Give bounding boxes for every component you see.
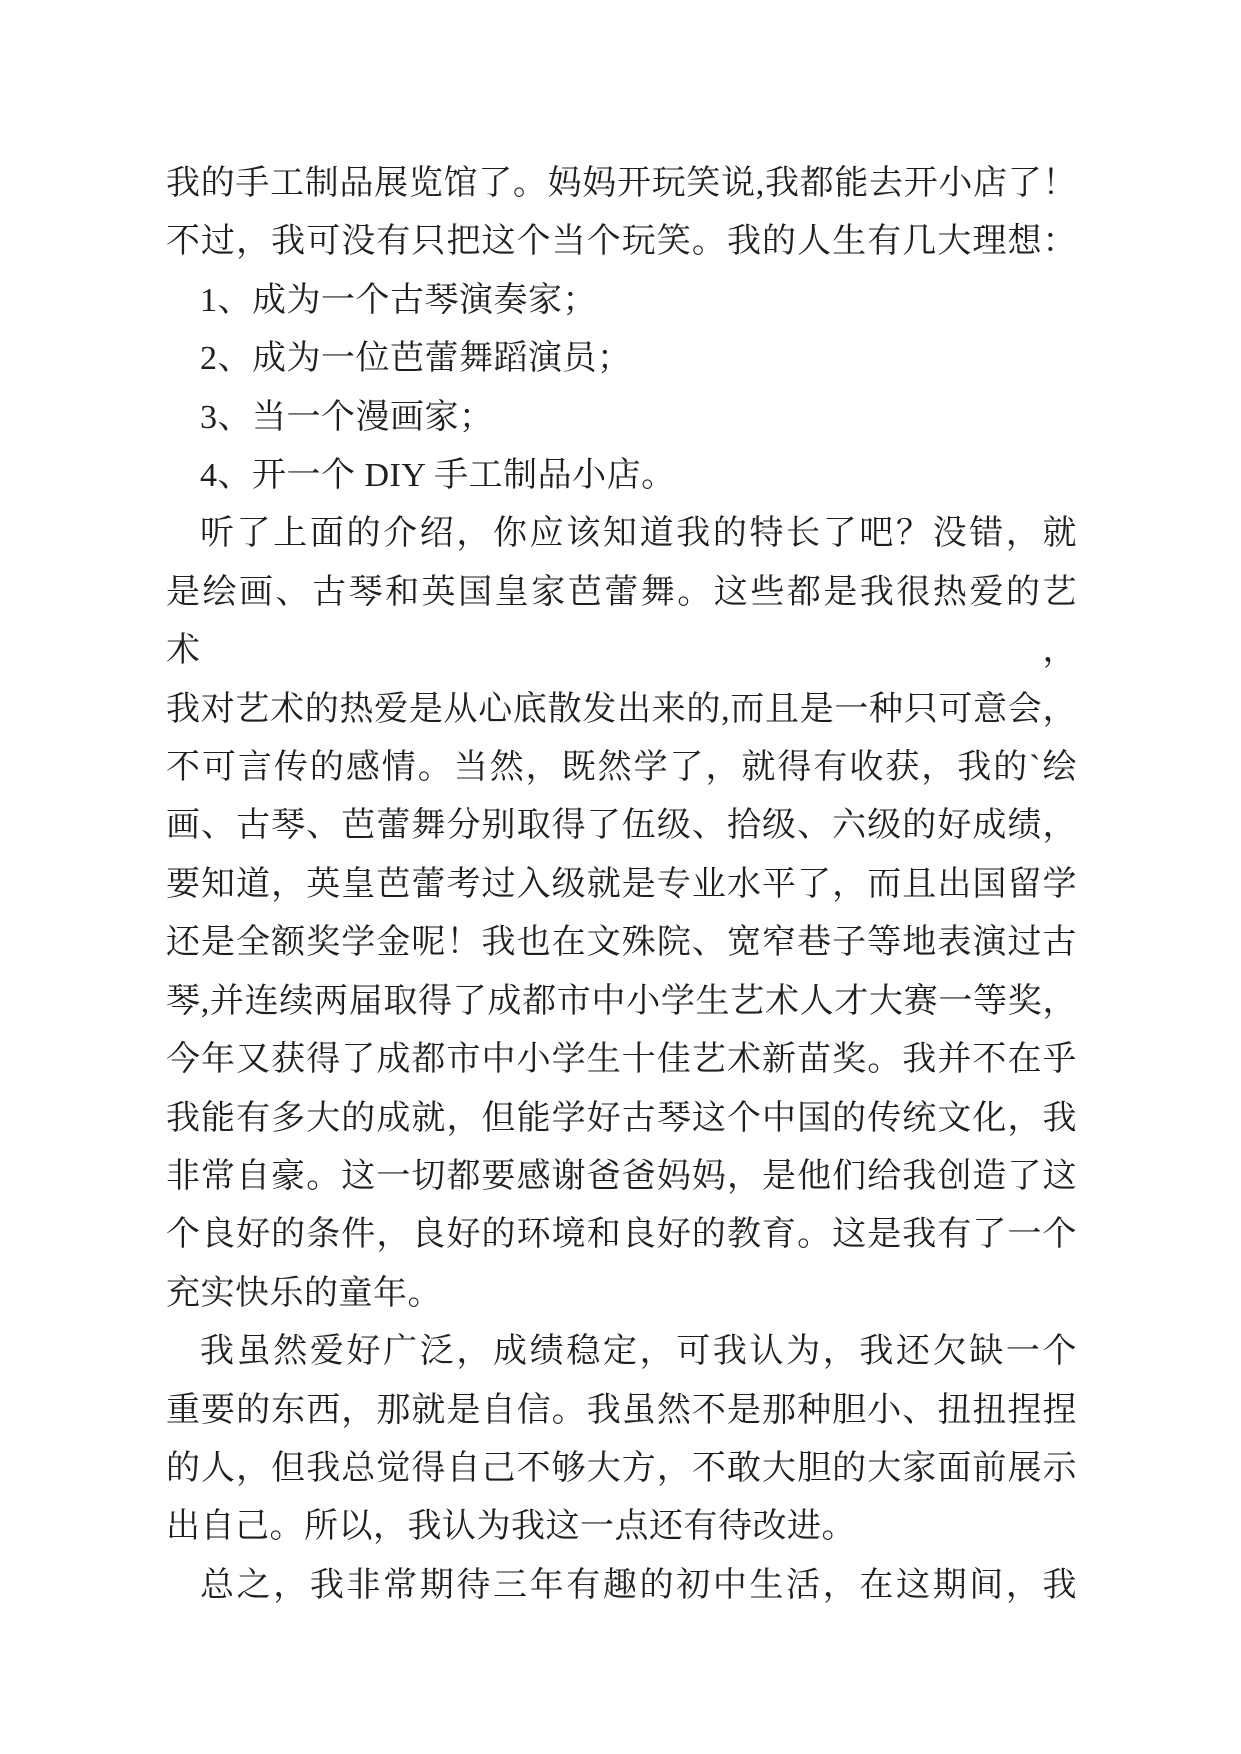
paragraph-last-line: 出自己。所以，我认为我这一点还有待改进。 (166, 1508, 856, 1546)
text-line: 我的手工制品展览馆了。妈妈开玩笑说,我都能去开小店了！ (166, 165, 1077, 202)
text-line: 不过，我可没有只把这个当个玩笑。我的人生有几大理想： (166, 223, 1077, 261)
text-line: 非常自豪。这一切都要感谢爸爸妈妈，是他们给我创造了这 (166, 1157, 1077, 1195)
text-line: 今年又获得了成都市中小学生十佳艺术新苗奖。我并不在乎 (166, 1041, 1077, 1079)
paragraph-first-line: 总之，我非常期待三年有趣的初中生活，在这期间，我 (200, 1566, 1077, 1604)
text-line: 还是全额奖学金呢！我也在文殊院、宽窄巷子等地表演过古 (166, 924, 1077, 962)
list-item-line: 4、开一个 DIY 手工制品小店。 (200, 457, 676, 495)
text-line: 我能有多大的成就，但能学好古琴这个中国的传统文化，我 (166, 1099, 1077, 1137)
text-line: 重要的东西，那就是自信。我虽然不是那种胆小、扭扭捏捏 (166, 1391, 1077, 1429)
list-item-line: 3、当一个漫画家； (200, 398, 494, 436)
text-line: 我对艺术的热爱是从心底散发出来的,而且是一种只可意会， (166, 690, 1077, 728)
text-line: 琴,并连续两届取得了成都市中小学生艺术人才大赛一等奖， (166, 982, 1077, 1020)
list-item-line: 1、成为一个古琴演奏家； (200, 281, 597, 319)
document-body (166, 155, 1077, 1615)
list-item-line: 2、成为一位芭蕾舞蹈演员； (200, 340, 632, 378)
text-line: 的人，但我总觉得自己不够大方，不敢大胆的大家面前展示 (166, 1449, 1077, 1487)
paragraph-last-line: 充实快乐的童年。 (166, 1274, 442, 1312)
text-line: 要知道，英皇芭蕾考过入级就是专业水平了，而且出国留学 (166, 865, 1077, 903)
paragraph-first-line: 我虽然爱好广泛，成绩稳定，可我认为，我还欠缺一个 (200, 1333, 1077, 1371)
text-line: 是绘画、古琴和英国皇家芭蕾舞。这些都是我很热爱的艺术， (166, 573, 1077, 670)
text-line: 不可言传的感情。当然，既然学了，就得有收获，我的`绘 (166, 749, 1077, 787)
paragraph-first-line: 听了上面的介绍，你应该知道我的特长了吧？没错，就 (200, 515, 1077, 553)
text-line: 个良好的条件，良好的环境和良好的教育。这是我有了一个 (166, 1216, 1077, 1254)
text-line: 画、古琴、芭蕾舞分别取得了伍级、拾级、六级的好成绩， (166, 807, 1077, 845)
